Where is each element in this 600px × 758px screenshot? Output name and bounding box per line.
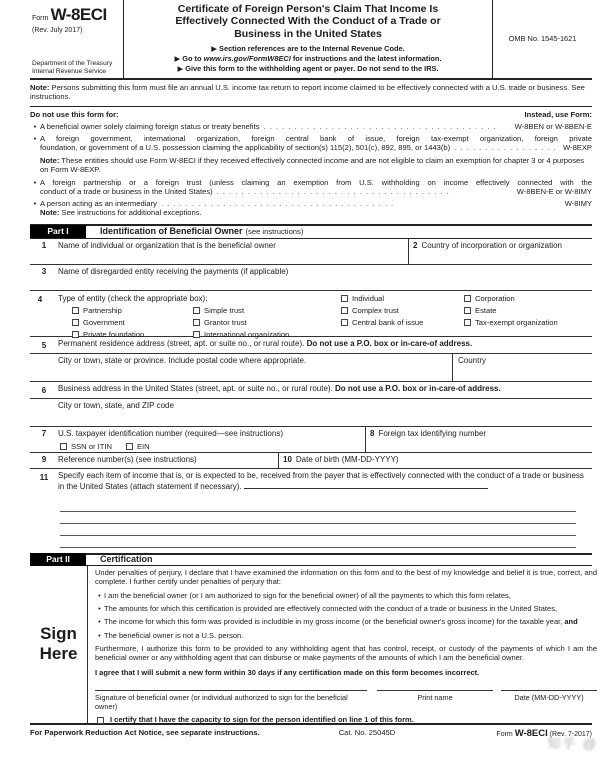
individual-checkbox[interactable] xyxy=(341,295,348,302)
grantor-trust-checkbox[interactable] xyxy=(193,319,200,326)
section-references-line: ▶ Section references are to the Internal Revenue Code. xyxy=(211,44,405,54)
line3-disregarded-entity-field[interactable] xyxy=(58,265,592,290)
entity-option-international-organization: International organization xyxy=(193,330,289,339)
line7-number: 7 xyxy=(41,428,47,438)
dnu-item-3: • A foreign partnership or a foreign trust (unless claiming an exemption from U.S. withholding on income effectively connected with the conduct of a trade or business in the United States) . W-8BEN-E or W-8IMY xyxy=(30,178,592,197)
line8-foreign-tin-field[interactable] xyxy=(365,427,592,452)
note-label: Note: xyxy=(30,83,50,92)
line3-label: Name of disregarded entity receiving the payments (if applicable) xyxy=(58,266,289,276)
line5-address-field[interactable] xyxy=(58,339,592,351)
line10-number: 10 xyxy=(283,454,292,464)
government-checkbox[interactable] xyxy=(72,319,79,326)
estate-checkbox[interactable] xyxy=(464,307,471,314)
line6-label: Business address in the United States (street, apt. or suite no., or rural route). xyxy=(58,383,336,393)
form-header xyxy=(30,0,592,80)
entity-option-individual: Individual xyxy=(341,294,384,303)
line8-label: Foreign tax identifying number xyxy=(378,428,487,438)
line11-label: Specify each item of income that is, or is expected to be, received from the payer that is effectively connected with the conduct of a trade or business in the United States (attach statement if necessary). xyxy=(58,470,584,491)
entity-option-private-foundation: Private foundation xyxy=(72,330,144,339)
partnership-checkbox[interactable] xyxy=(72,307,79,314)
omb-box xyxy=(492,0,592,78)
bullet-icon: • xyxy=(33,177,37,187)
line5-city-field[interactable] xyxy=(30,354,452,381)
dnu-item-4: • A person acting as an intermediary . W-8IMY Note: See instructions for additional exceptions. xyxy=(30,199,592,218)
date-label: Date (MM-DD-YYYY) xyxy=(514,693,584,703)
bullet-icon: • xyxy=(98,590,101,600)
header-instructions xyxy=(130,44,486,74)
dot-leader xyxy=(161,199,561,208)
do-not-use-heading: Do not use this form for: xyxy=(30,109,119,119)
instead-form-2: W-8EXP xyxy=(563,143,592,153)
cert-bullet-4: • The beneficial owner is not a U.S. person. xyxy=(95,631,597,640)
form-title-block xyxy=(124,0,492,78)
line7-label: U.S. taxpayer identification number (required—see instructions) xyxy=(58,428,283,438)
form-page xyxy=(30,0,597,758)
signature-field[interactable] xyxy=(95,690,367,711)
agree-statement: I agree that I will submit a new form within 30 days if any certification made on this form becomes incorrect. xyxy=(95,667,480,677)
line5-number: 5 xyxy=(41,340,47,350)
dnu-item-2: • A foreign government, international organization, foreign central bank of issue, foreign tax-exempt organization, foreign private foundation, or government of a U.S. possession claiming the applicability of section(s) 115(2), 501(c), 892, 895, or 1443(b) . W-8EXP xyxy=(30,134,592,153)
bullet-icon: • xyxy=(33,122,37,132)
row-line7-8 xyxy=(30,427,592,453)
entity-option-central-bank: Central bank of issue xyxy=(341,318,423,327)
signature-row xyxy=(95,690,597,711)
central-bank-checkbox[interactable] xyxy=(341,319,348,326)
line6-city-label: City or town, state, and ZIP code xyxy=(58,400,174,410)
cert-bullet-1: • I am the beneficial owner (or I am authorized to sign for the beneficial owner) of all the payments to which this form relates, xyxy=(95,591,597,600)
dnu-note-1: Note: These entities should use Form W-8ECI if they received effectively connected income and are not eligible to claim an exemption for chapter 3 or 4 purposes on Form W-8EXP. xyxy=(40,155,585,175)
certification-section xyxy=(30,566,597,725)
dot-leader xyxy=(264,122,511,131)
capacity-label: I certify that I have the capacity to sign for the person identified on line 1 of this form. xyxy=(110,715,414,725)
form-footer xyxy=(30,723,592,740)
ein-checkbox[interactable] xyxy=(126,443,133,450)
line7-tin-field[interactable] xyxy=(58,427,365,452)
capacity-certify-row xyxy=(95,715,597,724)
print-name-label: Print name xyxy=(417,693,453,703)
line5-label-bold: Do not use a P.O. box or in-care-of address. xyxy=(306,338,473,348)
row-line6-business-address xyxy=(30,382,592,427)
dot-leader xyxy=(454,143,559,152)
footer-form-id: Form W-8ECI (Rev. 7-2017) xyxy=(496,727,592,739)
private-foundation-checkbox[interactable] xyxy=(72,331,79,338)
line5-country-field[interactable] xyxy=(452,354,592,381)
bullet-icon: • xyxy=(98,630,101,640)
print-name-field[interactable] xyxy=(377,690,493,702)
ssn-itin-checkbox[interactable] xyxy=(60,443,67,450)
line3-number: 3 xyxy=(41,266,47,276)
here-word: Here xyxy=(39,644,78,664)
corporation-checkbox[interactable] xyxy=(464,295,471,302)
line2-label: Country of incorporation or organization xyxy=(421,240,562,250)
irs-url: www.irs.gov/FormW8ECI xyxy=(203,54,291,64)
line1-label: Name of individual or organization that is the beneficial owner xyxy=(58,240,276,250)
instead-form-3: W-8BEN-E or W-8IMY xyxy=(516,187,592,197)
row-line1-2 xyxy=(30,239,592,265)
row-line3 xyxy=(30,265,592,291)
line5-label: Permanent residence address (street, apt. or suite no., or rural route). xyxy=(58,338,307,348)
agency-line-1: Department of the Treasury xyxy=(32,60,113,68)
line9-number: 9 xyxy=(41,454,47,464)
bullet-icon: • xyxy=(98,617,101,627)
line11-income-line-2[interactable] xyxy=(60,512,576,524)
line5-city-label: City or town, state or province. Include postal code where appropriate. xyxy=(58,355,307,365)
part1-header xyxy=(30,226,592,239)
go-to-url-line: ▶ Go to www.irs.gov/FormW8ECI for instructions and the latest information. xyxy=(174,54,442,64)
instead-use-form-heading: Instead, use Form: xyxy=(524,109,592,119)
form-title: Certificate of Foreign Person's Claim That Income Is Effectively Connected With the Conduct of a Trade or Business in the United States xyxy=(175,3,441,40)
bullet-icon: • xyxy=(33,198,37,208)
top-note xyxy=(30,80,592,107)
ssn-itin-option: SSN or ITIN xyxy=(60,442,112,451)
sign-word: Sign xyxy=(40,623,77,643)
bullet-icon: • xyxy=(98,603,101,613)
line10-label: Date of birth (MM-DD-YYYY) xyxy=(295,454,399,464)
form-number-block xyxy=(30,0,124,78)
entity-option-complex-trust: Complex trust xyxy=(341,306,399,315)
line9-reference-field[interactable] xyxy=(58,453,278,468)
paperwork-notice: For Paperwork Reduction Act Notice, see separate instructions. xyxy=(30,727,260,737)
tax-exempt-checkbox[interactable] xyxy=(464,319,471,326)
part2-title: Certification xyxy=(100,554,153,565)
dot-leader xyxy=(217,187,513,196)
line6-address-field[interactable] xyxy=(58,384,592,396)
zhihu-watermark: 知乎 @ xyxy=(547,735,598,751)
omb-number: OMB No. 1545-1621 xyxy=(508,34,577,44)
entity-option-estate: Estate xyxy=(464,306,497,315)
line8-number: 8 xyxy=(370,428,375,438)
line1-name-field[interactable] xyxy=(58,239,408,264)
part1-title-note: (see instructions) xyxy=(245,227,304,237)
line9-label: Reference number(s) (see instructions) xyxy=(58,454,197,464)
certification-intro: Under penalties of perjury, I declare that I have examined the information on this form and to the best of my knowledge and belief it is true, correct, and complete. I further certify under penalties of perjury that: xyxy=(95,567,597,587)
complex-trust-checkbox[interactable] xyxy=(341,307,348,314)
signature-label: Signature of beneficial owner (or individual authorized to sign for the beneficial owner) xyxy=(95,693,348,712)
catalog-number: Cat. No. 25045D xyxy=(338,727,396,737)
line11-income-line-0[interactable] xyxy=(244,481,488,489)
line1-number: 1 xyxy=(41,240,47,250)
row-line5-permanent-address xyxy=(30,337,592,382)
row-line4-entity-type xyxy=(30,291,592,337)
dnu-note-2: Note: See instructions for additional exceptions. xyxy=(40,208,202,218)
line4-label: Type of entity (check the appropriate box): xyxy=(58,293,208,303)
date-field[interactable] xyxy=(501,690,597,702)
row-line9-10 xyxy=(30,453,592,469)
sign-here-block xyxy=(30,566,88,723)
agency-line-2: Internal Revenue Service xyxy=(32,68,107,76)
entity-option-corporation: Corporation xyxy=(464,294,515,303)
form-revision: (Rev. July 2017) xyxy=(32,27,83,35)
simple-trust-checkbox[interactable] xyxy=(193,307,200,314)
line5-country-label: Country xyxy=(458,355,487,365)
line11-income-line-1[interactable] xyxy=(60,500,576,512)
line6-label-bold: Do not use a P.O. box or in-care-of address. xyxy=(335,383,501,393)
capacity-checkbox[interactable] xyxy=(97,717,104,724)
furthermore-paragraph: Furthermore, I authorize this form to be provided to any withholding agent that has control, receipt, or custody of the payments of which I am the beneficial owner or any withholding agent that can disburse or make payments of the amounts of which I am the beneficial owner. xyxy=(95,644,597,663)
entity-option-simple-trust: Simple trust xyxy=(193,306,244,315)
instead-form-4: W-8IMY xyxy=(564,198,592,208)
line11-number: 11 xyxy=(39,472,49,482)
part1-title: Identification of Beneficial Owner xyxy=(100,226,243,237)
line2-country-field[interactable] xyxy=(408,239,592,264)
cert-bullet-2: • The amounts for which this certification is provided are effectively connected with the conduct of a trade or business in the United States, xyxy=(95,604,597,613)
line2-number: 2 xyxy=(413,240,418,250)
line6-number: 6 xyxy=(41,385,47,395)
line4-number: 4 xyxy=(37,294,43,304)
line11-income-line-3[interactable] xyxy=(60,524,576,536)
entity-option-partnership: Partnership xyxy=(72,306,122,315)
part2-badge: Part II xyxy=(30,553,86,566)
entity-option-grantor-trust: Grantor trust xyxy=(193,318,247,327)
dnu-item-1: • A beneficial owner solely claiming foreign status or treaty benefits . W-8BEN or W-8BEN-E xyxy=(30,122,592,131)
form-word: Form xyxy=(32,15,49,22)
line11-income-line-4[interactable] xyxy=(60,536,576,548)
ein-option: EIN xyxy=(126,442,150,451)
international-organization-checkbox[interactable] xyxy=(193,331,200,338)
instead-form-1: W-8BEN or W-8BEN-E xyxy=(514,122,592,132)
cert-bullet-3: • The income for which this form was provided is includible in my gross income (or the beneficial owner's gross income) for the taxable year, and xyxy=(95,617,597,626)
line6-city-field[interactable] xyxy=(30,399,592,426)
row-line11-income xyxy=(30,469,592,553)
note-text: Persons submitting this form must file an annual U.S. income tax return to report income claimed to be effectively connected with a U.S. trade or business. See instructions. xyxy=(30,83,585,102)
part1-badge: Part I xyxy=(30,225,86,238)
part2-header xyxy=(30,553,592,566)
line10-dob-field[interactable] xyxy=(278,453,592,468)
give-form-line: ▶ Give this form to the withholding agent or payer. Do not send to the IRS. xyxy=(177,64,439,74)
form-number: W-8ECI xyxy=(50,5,107,24)
entity-option-government: Government xyxy=(72,318,125,327)
bullet-icon: • xyxy=(33,133,37,143)
do-not-use-section xyxy=(30,107,592,226)
entity-option-tax-exempt: Tax-exempt organization xyxy=(464,318,558,327)
